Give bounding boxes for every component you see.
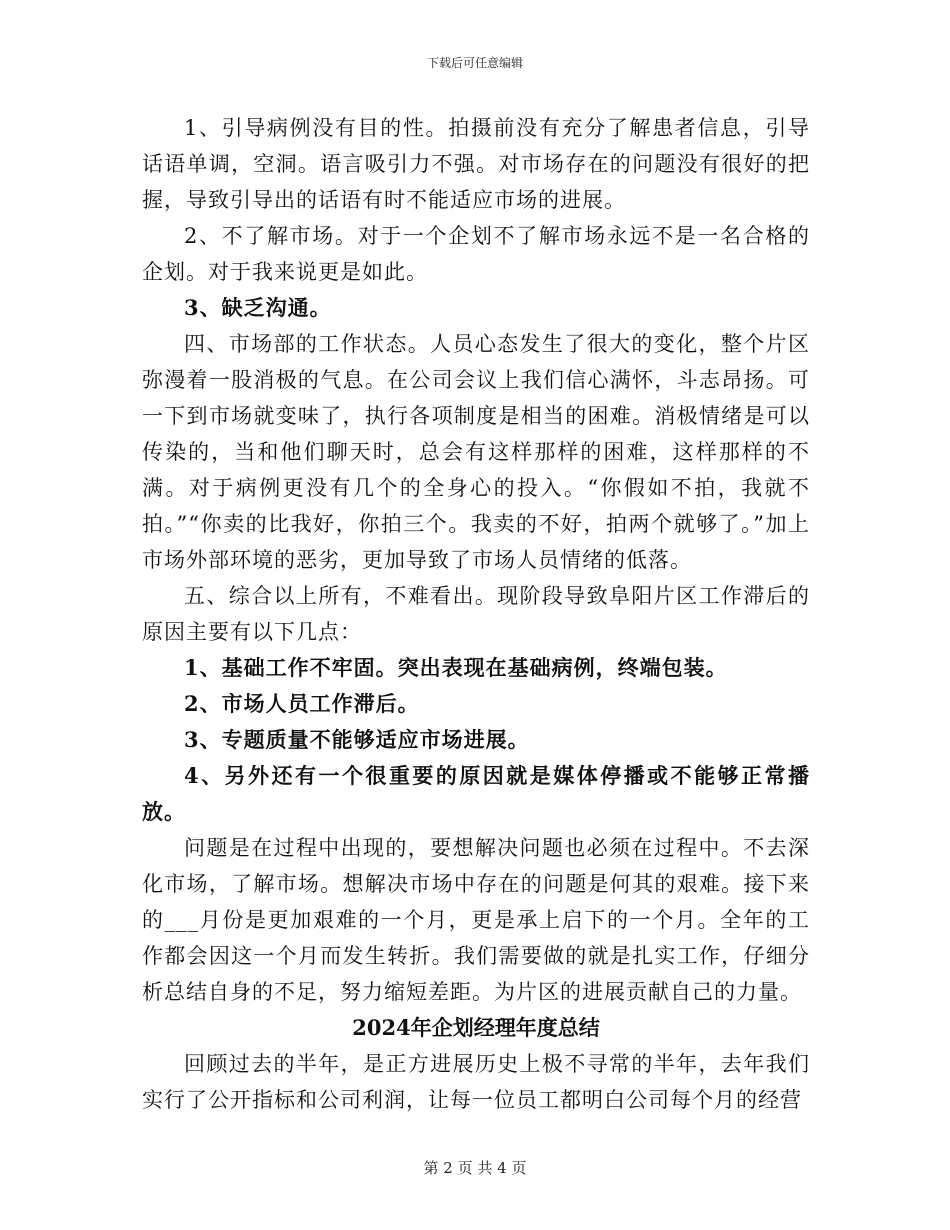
paragraph-5: 五、综合以上所有，不难看出。现阶段导致阜阳片区工作滞后的原因主要有以下几点：: [142, 584, 810, 644]
section-title: 2024年企划经理年度总结: [352, 1015, 600, 1040]
paragraph-3: 3、缺乏沟通。: [184, 295, 332, 320]
paragraph-11: 回顾过去的半年，是正方进展历史上极不寻常的半年，去年我们实行了公开指标和公司利润，让每一位员工都明白公司每个月的经营: [142, 1052, 810, 1112]
paragraph-1: 1、引导病例没有目的性。拍摄前没有充分了解患者信息，引导话语单调，空洞。语言吸引力不强。对市场存在的问题没有很好的把握，导致引导出的话语有时不能适应市场的进展。: [142, 116, 810, 212]
paragraph-10: 问题是在过程中出现的，要想解决问题也必须在过程中。不去深化市场，了解市场。想解决市场中存在的问题是何其的艰难。接下来的___月份是更加艰难的一个月，更是承上启下的一个月。全年的工作都会因这一个月而发生转折。我们需要做的就是扎实工作，仔细分析总结自身的不足，努力缩短差距。为片区的进展贡献自己的力量。: [142, 836, 810, 1004]
paragraph-7: 2、市场人员工作滞后。: [184, 691, 420, 716]
paragraph-4: 四、市场部的工作状态。人员心态发生了很大的变化，整个片区弥漫着一股消极的气息。在公司会议上我们信心满怀，斗志昂扬。可一下到市场就变味了，执行各项制度是相当的困难。消极情绪是可以传染的，当和他们聊天时，总会有这样那样的困难，这样那样的不满。对于病例更没有几个的全身心的投入。“你假如不拍，我就不拍。”“你卖的比我好，你拍三个。我卖的不好，拍两个就够了。”加上市场外部环境的恶劣，更加导致了市场人员情绪的低落。: [142, 332, 810, 572]
document-body: [142, 110, 810, 1118]
paragraph-2: 2、不了解市场。对于一个企划不了解市场永远不是一名合格的企划。对于我来说更是如此。: [142, 224, 810, 284]
page-number: 第 2 页 共 4 页: [423, 1159, 527, 1177]
page-header-note: 下载后可任意编辑: [426, 56, 523, 70]
paragraph-8: 3、专题质量不能够适应市场进展。: [184, 727, 530, 752]
paragraph-9: 4、另外还有一个很重要的原因就是媒体停播或不能够正常播放。: [142, 763, 810, 824]
paragraph-6: 1、基础工作不牢固。突出表现在基础病例，终端包装。: [184, 655, 728, 680]
